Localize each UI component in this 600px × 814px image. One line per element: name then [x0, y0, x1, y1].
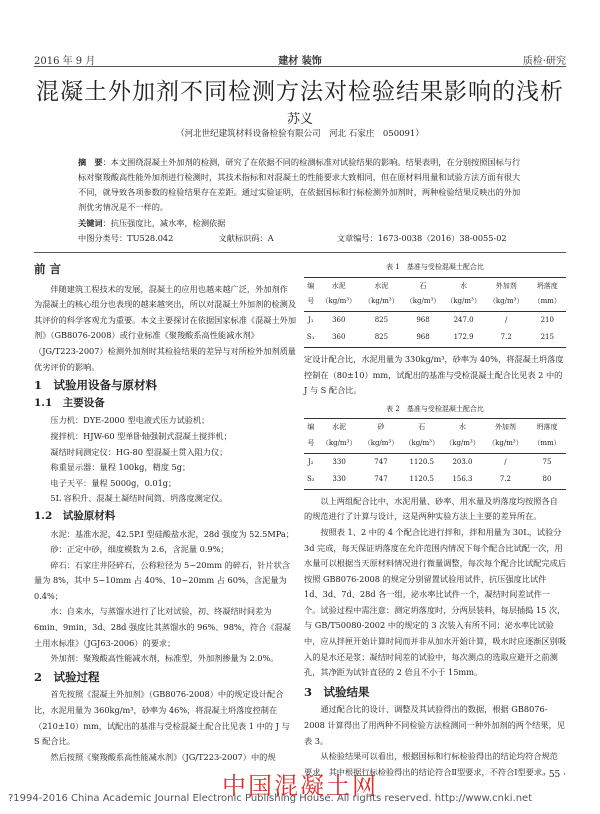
table-cell: 80	[542, 475, 552, 484]
header-section: 质检·研究	[522, 56, 566, 67]
equipment-item: 称重显示器：量程 100kg，精度 5g；	[50, 462, 191, 473]
material-sand: 砂：正定中砂，细度模数为 2.6，含泥量 0.9%；	[50, 544, 229, 555]
table-cell: 7.2	[500, 333, 512, 342]
right-column	[304, 260, 566, 780]
table-cell: 360	[332, 315, 346, 324]
abstract-text: 本文围绕混凝土外加剂的检测，研究了在依据不同的检测标准对试验结果的影响。结果表明，在分别按照国标与行标对聚羧酸高性能外加剂进行检测时，其技术指标和对混凝土的性能要求大致相同，但在原材料用量和试验方法方面有很大不同，就导致各项参数的检验结果存在差距。通过实验证明，在依据国标和行标检测外加剂时，两种检验结果反映出的外加剂优劣情况是不一样的。	[78, 157, 521, 212]
left-column	[34, 260, 296, 765]
table-cell: S₁	[306, 333, 315, 342]
table-1-header-cell: 外加剂（kg/m³）	[488, 281, 524, 306]
table-row	[304, 453, 566, 471]
table-1-header-cell: 石（kg/m³）	[405, 281, 441, 306]
watermark-logo: 中国混凝土网	[222, 772, 378, 800]
material-cement: 水泥：基准水泥，42.5P.I 型硅酸盐水泥，28d 强度为 52.5MPa；	[50, 528, 294, 539]
result-paragraph-1: 通过配合比的设计、调整及其试验得出的数据，根据 GB8076-2008 计算得出了用两种不同检验方法检测同一种外加剂的两个结果，见表 3。	[304, 704, 565, 746]
table-2-header-row	[304, 419, 566, 453]
equipment-item: 压力机：DYE-2000 型电液式压力试验机；	[50, 415, 210, 426]
table-1-header-cell: 坍落度（mm）	[533, 281, 561, 306]
table-cell: /	[504, 457, 507, 466]
section-1-heading: 1 试验用设备与原材料	[34, 378, 158, 393]
table-2-header-cell: 编号	[307, 423, 315, 447]
table-2-header-cell: 水泥（kg/m³）	[321, 423, 357, 447]
table-cell: 215	[540, 333, 554, 342]
table-cell: 75	[542, 457, 552, 466]
table-cell: 968	[416, 333, 430, 342]
table-cell: 747	[374, 457, 388, 466]
table-cell: 747	[374, 475, 388, 484]
mix-design-paragraph: 定设计配合比，水泥用量为 330kg/m³，砂率为 40%，将混凝土坍落度控制在（80±10）mm，试配出的基准与受检混凝土配合比见表 2 中的 J 与 S 配合比。	[304, 353, 564, 396]
equipment-item: 5L 容积升、混凝土凝结时间筒、坍落度测定仪。	[50, 493, 228, 504]
article-number: 文章编号：1673-0038（2016）38-0055-02	[336, 233, 507, 243]
table-cell: 825	[374, 333, 389, 342]
table-cell: 156.3	[452, 475, 473, 484]
paper-title: 混凝土外加剂不同检测方法对检验结果影响的浅析	[36, 79, 564, 105]
affiliation: （河北世纪建筑材料设备检验有限公司 河北 石家庄 050091）	[176, 129, 424, 139]
equipment-item: 搅拌机：HJW-60 型单卧轴强制式混凝土搅拌机；	[50, 430, 232, 441]
footer-copyright: ?1994-2016 China Academic Journal Electronic Publishing House. All rights reserved. http://www.cnki.net	[8, 793, 533, 804]
table-row	[304, 471, 566, 489]
intro-paragraph: 伴随建筑工程技术的发展，混凝土的应用也越来越广泛，外加剂作为混凝土的核心组分也表现的越来越突出，所以对混凝土外加剂的检测及其评价的科学客观尤为重要。本文主要探讨在依据国家标准《混凝土外加剂》（GB8076-2008）或行业标准《聚羧酸系高性能减水剂》（JG/T223-2007）检测外加剂时其检验结果的差异与对所检外加剂质量优劣评价的影响。	[34, 283, 297, 372]
difference-paragraph: 以上两组配合比中，水泥用量、砂率、用水量及坍落度均按照各自的规范进行了计算与设计，这是两种实验方法上主要的差异所在。	[304, 495, 558, 522]
table-row	[304, 329, 566, 347]
clc-number: 中图分类号：TU528.042	[78, 233, 174, 243]
table-cell: 1120.5	[409, 475, 434, 484]
table-1-header-cell: 水泥（kg/m³）	[321, 281, 357, 306]
table-cell: 172.9	[453, 333, 474, 342]
table-1-caption: 表 1 基准与受检混凝土配合比	[386, 263, 484, 271]
table-2-caption: 表 2 基准与受检混凝土配合比	[386, 404, 484, 413]
table-cell: 968	[416, 315, 430, 324]
section-1-1-heading: 1.1 主要设备	[34, 396, 105, 409]
author: 苏义	[286, 112, 313, 127]
section-intro-heading: 前 言	[34, 262, 62, 276]
abstract-rule	[34, 252, 566, 253]
table-cell: 330	[332, 475, 346, 484]
section-2-heading: 2 试验过程	[34, 669, 100, 684]
table-cell: /	[505, 315, 508, 324]
table-cell: 210	[540, 315, 554, 324]
process-paragraph-2: 然后按照《聚羧酸系高性能减水剂》（JG/T223-2007）中的规	[50, 751, 276, 762]
material-stone: 碎石：石家庄井陉碎石，公称粒径为 5~20mm 的碎石，针片状含量为 8%，其中 5~10mm 占 40%、10~20mm 占 60%，含泥量为 0.4%；	[34, 559, 291, 601]
table-cell: 330	[332, 457, 346, 466]
header-date: 2016 年 9 月	[34, 56, 96, 67]
table-1-header-cell: 水（kg/m³）	[446, 281, 481, 306]
table-cell: J₁	[307, 315, 314, 324]
table-1-header-cell: 编号	[307, 281, 315, 306]
table-row	[304, 311, 566, 329]
table-cell: 247.0	[453, 315, 474, 324]
table-2-header-cell: 外加剂（kg/m³）	[488, 423, 523, 447]
keywords-label: 关键词	[78, 218, 103, 228]
table-2-header-cell: 石（kg/m³）	[404, 423, 439, 447]
table-cell: 360	[332, 333, 346, 342]
table-2	[304, 418, 566, 489]
table-cell: 203.0	[452, 457, 473, 466]
abstract: 摘 要：本文围绕混凝土外加剂的检测，研究了在依据不同的检测标准对试验结果的影响。结果表明，在分别按照国标与行标对聚羧酸高性能外加剂进行检测时，其技术指标和对混凝土的性能要求大致相同，但在原材料用量和试验方法方面有很大不同，就导致各项参数的检验结果存在差距。通过实验证明，在依据国标和行标检测外加剂时，两种检验结果反映出的外加剂优劣情况是不一样的。	[78, 157, 521, 212]
table-1	[304, 277, 566, 348]
equipment-item: 电子天平：量程 5000g，0.01g；	[50, 477, 177, 488]
material-water: 水：自来水，与蒸馏水进行了比对试验，初、终凝结时间差为 6min、9min，3d、28d 强度比其蒸馏水的 96%、98%，符合《混凝土用水标准》（JGJ63-2006）的要求；	[34, 606, 291, 648]
table-2-header-cell: 砂（kg/m³）	[363, 423, 399, 447]
classification-line	[78, 231, 524, 246]
table-cell: J₂	[308, 457, 314, 466]
table-1-header-cell: 水泥（kg/m³）	[364, 281, 399, 306]
keywords: 关键词：抗压强度比，减水率，检测依据	[78, 218, 226, 228]
material-admixture: 外加剂：聚羧酸高性能减水剂，标准型，外加剂掺量为 2.0%。	[50, 653, 279, 664]
procedure-paragraph: 按照表 1、2 中的 4 个配合比进行拌和，拌和用量为 30L，试验分 3d 完成，每天保证坍落度在允许范围内情况下每个配合比试配一次，用水量可以根据当天原材料情况进行微量调整，每次每个配合比试配完成后按照 GB8076-2008 的规定分别留置试验用试件，抗压强度比试件 1d、3d、7d、28d 各一组，泌水率比试件一个，凝结时间差试件一个。试验过程中需注意：测定坍落度时，分两层装料，每层插捣 15 次，与 GB/T50080-2002 中的规定的 3 次装入有所不同；泌水率比试验中，应从拌匣开始计算时间而并非从加水开始计算，吸水时应逐渐区别吸入的是水还是浆；凝结时间差的试验中，每次测点的选取应避开之前测孔，其净距为试针直径的 2 倍且不小于 15mm。	[304, 526, 567, 678]
doc-code: 文献标识码：A	[218, 233, 274, 243]
abstract-label: 摘 要	[78, 157, 103, 167]
table-cell: 7.2	[499, 475, 511, 484]
header-rule	[34, 66, 566, 67]
table-cell: 1120.5	[409, 457, 434, 466]
page-number: · 55 ·	[543, 770, 566, 780]
header-journal: 建材 装饰	[278, 56, 322, 67]
section-3-heading: 3 试验结果	[304, 684, 370, 699]
table-cell: S₂	[307, 475, 315, 484]
equipment-item: 凝结时间测定仪：HG-80 型混凝土贯入阻力仪；	[50, 446, 228, 457]
section-1-2-heading: 1.2 试验原材料	[34, 509, 116, 522]
table-2-header-cell: 水（kg/m³）	[445, 423, 480, 447]
table-2-header-cell: 坍落度（mm）	[533, 423, 561, 447]
process-paragraph-1: 首先按照《混凝土外加剂》（GB8076-2008）中的规定设计配合比，水泥用量为 360kg/m³，砂率为 46%，将混凝土坍落度控制在（210±10）mm，试配出的基准与受检混凝土配合比见表 1 中的 J 与 S 配合比。	[34, 689, 290, 747]
keywords-text: 抗压强度比，减水率，检测依据	[110, 218, 226, 228]
table-1-header-row	[304, 277, 566, 311]
result-paragraph-2: 从检验结果可以看出，根据国标和行标检验得出的结论均符合规范要求，其中根据行标检验得出的结论符合Ⅱ型要求，不符合Ⅰ型要求。	[304, 751, 558, 777]
table-cell: 825	[374, 315, 389, 324]
